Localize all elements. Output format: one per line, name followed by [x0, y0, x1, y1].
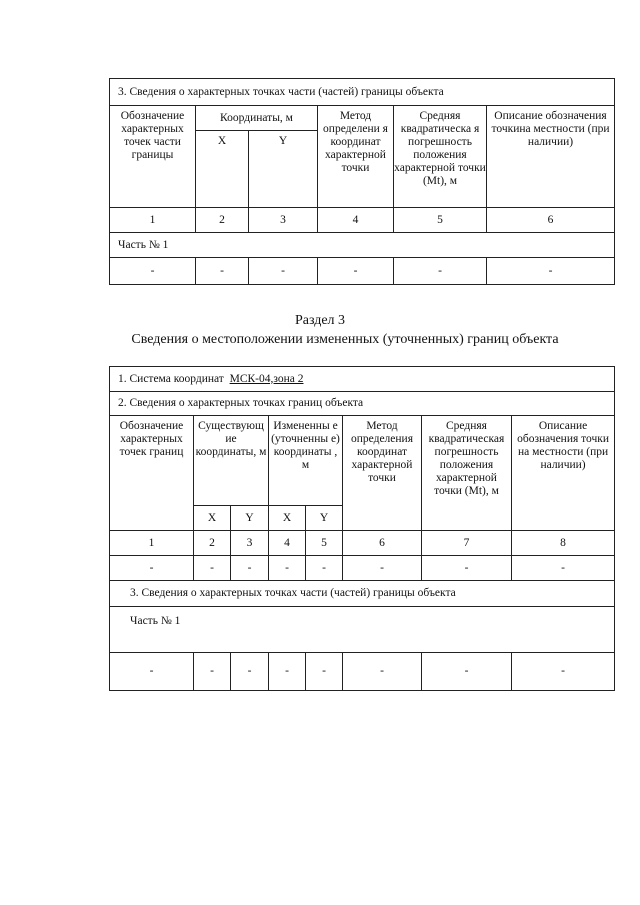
table-cell: -: [249, 258, 318, 285]
table-cell: -: [194, 653, 231, 691]
header-y: Y: [231, 506, 269, 531]
table-cell: -: [343, 653, 422, 691]
table-cell: -: [194, 556, 231, 581]
col-number: 1: [110, 208, 196, 233]
header-error: Средняя квадратическа я погрешность положения характерной точки (Mt), м: [394, 106, 487, 208]
part-label: Часть № 1: [110, 233, 615, 258]
changed-boundary-table: [109, 366, 615, 691]
header-designation: Обозначение характерных точек границ: [110, 416, 194, 531]
coord-system-value: МСК-04,зона 2: [229, 372, 304, 385]
col-number: 5: [306, 531, 343, 556]
section-title: 3. Сведения о характерных точках части (частей) границы объекта: [110, 79, 615, 106]
table-cell: -: [110, 258, 196, 285]
header-x: X: [194, 506, 231, 531]
table-cell: -: [306, 556, 343, 581]
part-points-table-1: [109, 78, 615, 285]
table-cell: -: [110, 556, 194, 581]
section-heading: Раздел 3: [294, 313, 346, 328]
table-cell: -: [318, 258, 394, 285]
section-title: 3. Сведения о характерных точках части (частей) границы объекта: [110, 581, 615, 607]
table-cell: -: [196, 258, 249, 285]
col-number: 3: [249, 208, 318, 233]
coord-system-label: 1. Система координат: [118, 372, 224, 385]
col-number: 8: [512, 531, 615, 556]
header-description: Описание обозначения точкина местности (при наличии): [487, 106, 615, 208]
col-number: 5: [394, 208, 487, 233]
col-number: 3: [231, 531, 269, 556]
header-coords: Координаты, м: [196, 106, 318, 131]
col-number: 4: [318, 208, 394, 233]
header-method: Метод определени я координат характерной точки: [318, 106, 394, 208]
table-cell: -: [269, 653, 306, 691]
section-title: Сведения о местоположении измененных (уточненных) границ объекта: [131, 332, 559, 347]
header-description: Описание обозначения точки на местности (при наличии): [512, 416, 615, 531]
table-cell: -: [422, 653, 512, 691]
header-y: Y: [306, 506, 343, 531]
col-number: 6: [487, 208, 615, 233]
table-cell: -: [110, 653, 194, 691]
table-cell: -: [487, 258, 615, 285]
col-number: 7: [422, 531, 512, 556]
coord-system-row: [110, 367, 615, 392]
col-number: 1: [110, 531, 194, 556]
header-error: Средняя квадратическая погрешность положения характерной точки (Mt), м: [422, 416, 512, 531]
header-existing-coords: Существующ ие координаты, м: [194, 416, 269, 506]
header-designation: Обозначение характерных точек части границы: [110, 106, 196, 208]
header-y: Y: [249, 131, 318, 208]
table-cell: -: [512, 653, 615, 691]
table-cell: -: [269, 556, 306, 581]
header-changed-coords: Измененны е (уточненны е) координаты , м: [269, 416, 343, 506]
col-number: 6: [343, 531, 422, 556]
table-cell: -: [422, 556, 512, 581]
col-number: 2: [194, 531, 231, 556]
table-cell: -: [231, 556, 269, 581]
table-cell: -: [394, 258, 487, 285]
header-x: X: [196, 131, 249, 208]
col-number: 4: [269, 531, 306, 556]
table-cell: -: [343, 556, 422, 581]
part-label: Часть № 1: [110, 607, 615, 653]
header-x: X: [269, 506, 306, 531]
table-cell: -: [231, 653, 269, 691]
table-cell: -: [512, 556, 615, 581]
section-title: 2. Сведения о характерных точках границ объекта: [110, 392, 615, 416]
header-method: Метод определения координат характерной точки: [343, 416, 422, 531]
col-number: 2: [196, 208, 249, 233]
table-cell: -: [306, 653, 343, 691]
